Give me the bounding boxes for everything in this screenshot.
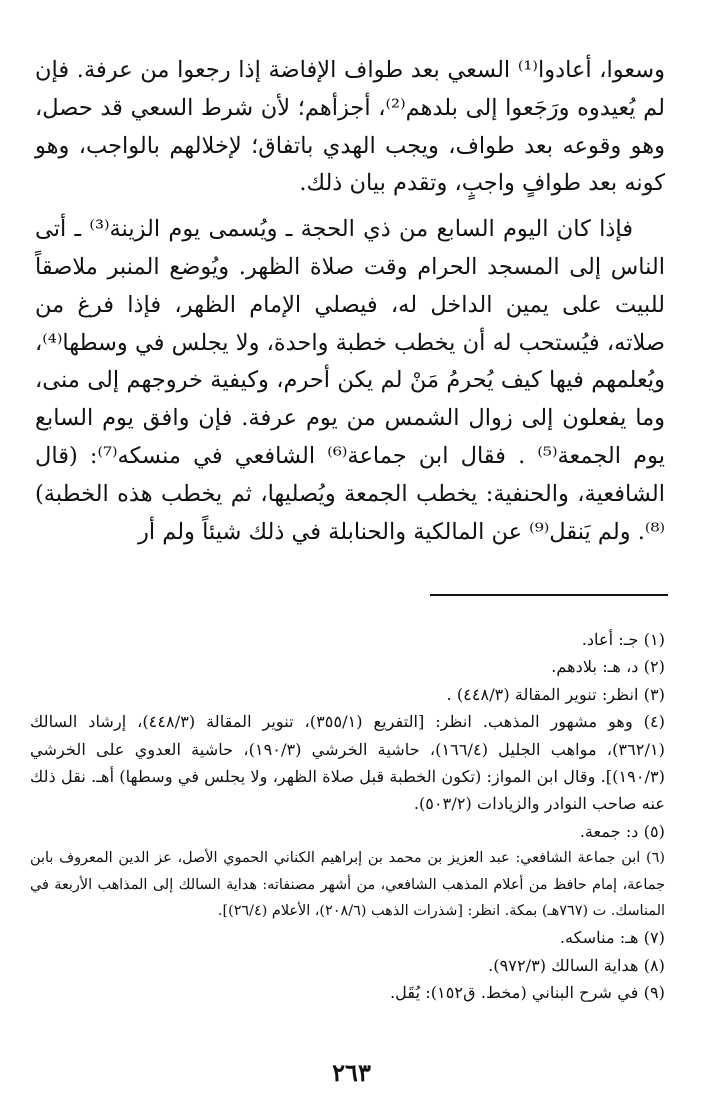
footnote: (٣) انظر: تنوير المقالة (٤٤٨/٣) . [446,684,665,704]
footnote: (٧) هـ: مناسكه. [559,928,665,948]
footnote: (٢) د، هـ: بلادهم. [551,657,665,677]
footnote: (٤) وهو مشهور المذهب. انظر: [التفريع (٣٥٥/١)، تنوير المقالة (٤٤٨/٣)، إرشاد السالك (٣٦٢/١)، مواهب الجليل (١٦٦/٤)، حاشية الخرشي (١٩٠/٣)، حاشية العدوي على الخرشي (١٩٠/٣)]. وقال ابن المواز: (تكون الخطبة قبل صلاة الظهر، ولا يجلس في وسطها) أهـ. نقل ذلك عنه صاحب النوادر والزيادات (٥٠٣/٢). [30,712,665,814]
footnote: (٩) في شرح البناني (مخط. ق١٥٢): يُقَل. [390,983,665,1003]
footnote: (٨) هداية السالك (٩٧٢/٣). [488,955,665,975]
footnote: (٦) ابن جماعة الشافعي: عبد العزيز بن محمد بن إبراهيم الكناني الحموي الأصل، عز الدين المعروف بابن جماعة، إمام حافظ من أعلام المذهب الشافعي، من أشهر مصنفاته: هداية السالك إلى المذاهب الأربعة في المناسك. ت (٧٦٧هـ) بمكة. انظر: [شذرات الذهب (٢٠٨/٦)، الأعلام (٢٦/٤)]. [30,850,665,920]
footnote: (٥) د: جمعة. [579,821,665,841]
main-text [35,52,665,551]
body-paragraph: وسعوا، أعادوا⁽¹⁾ السعي بعد طواف الإفاضة إذا رجعوا من عرفة. فإن لم يُعيدوه ورَجَعوا إلى بلدهم⁽²⁾، أجزأهم؛ لأن شرط السعي قد حصل، وهو وقوعه بعد طواف، ويجب الهدي باتفاق؛ لإخلالهم بالواجب، وهو كونه بعد طوافٍ واجبٍ، وتقدم بيان ذلك. [35,57,665,197]
footnote-divider [430,594,668,596]
footnotes [30,626,665,1007]
page-number: ٢٦٣ [332,1058,371,1087]
body-paragraph: فإذا كان اليوم السابع من ذي الحجة ـ ويُسمى يوم الزينة⁽³⁾ ـ أتى الناس إلى المسجد الحرام وقت صلاة الظهر. ويُوضع المنبر ملاصقاً للبيت على يمين الداخل له، فيصلي الإمام الظهر، فإذا فرغ من صلاته، فيُستحب له أن يخطب خطبة واحدة، ولا يجلس في وسطها⁽⁴⁾، ويُعلمهم فيها كيف يُحرمُ مَنْ لم يكن أحرم، وكيفية خروجهم إلى منى، وما يفعلون إلى زوال الشمس من يوم عرفة. فإن وافق يوم السابع يوم الجمعة⁽⁵⁾ . فقال ابن جماعة⁽⁶⁾ الشافعي في منسكه⁽⁷⁾: (قال الشافعية، والحنفية: يخطب الجمعة ويُصليها، ثم يخطب هذه الخطبة)⁽⁸⁾. ولم يَنقل⁽⁹⁾ عن المالكية والحنابلة في ذلك شيئاً ولم أر [35,216,665,545]
footnote: (١) جـ: أعاد. [581,630,665,649]
